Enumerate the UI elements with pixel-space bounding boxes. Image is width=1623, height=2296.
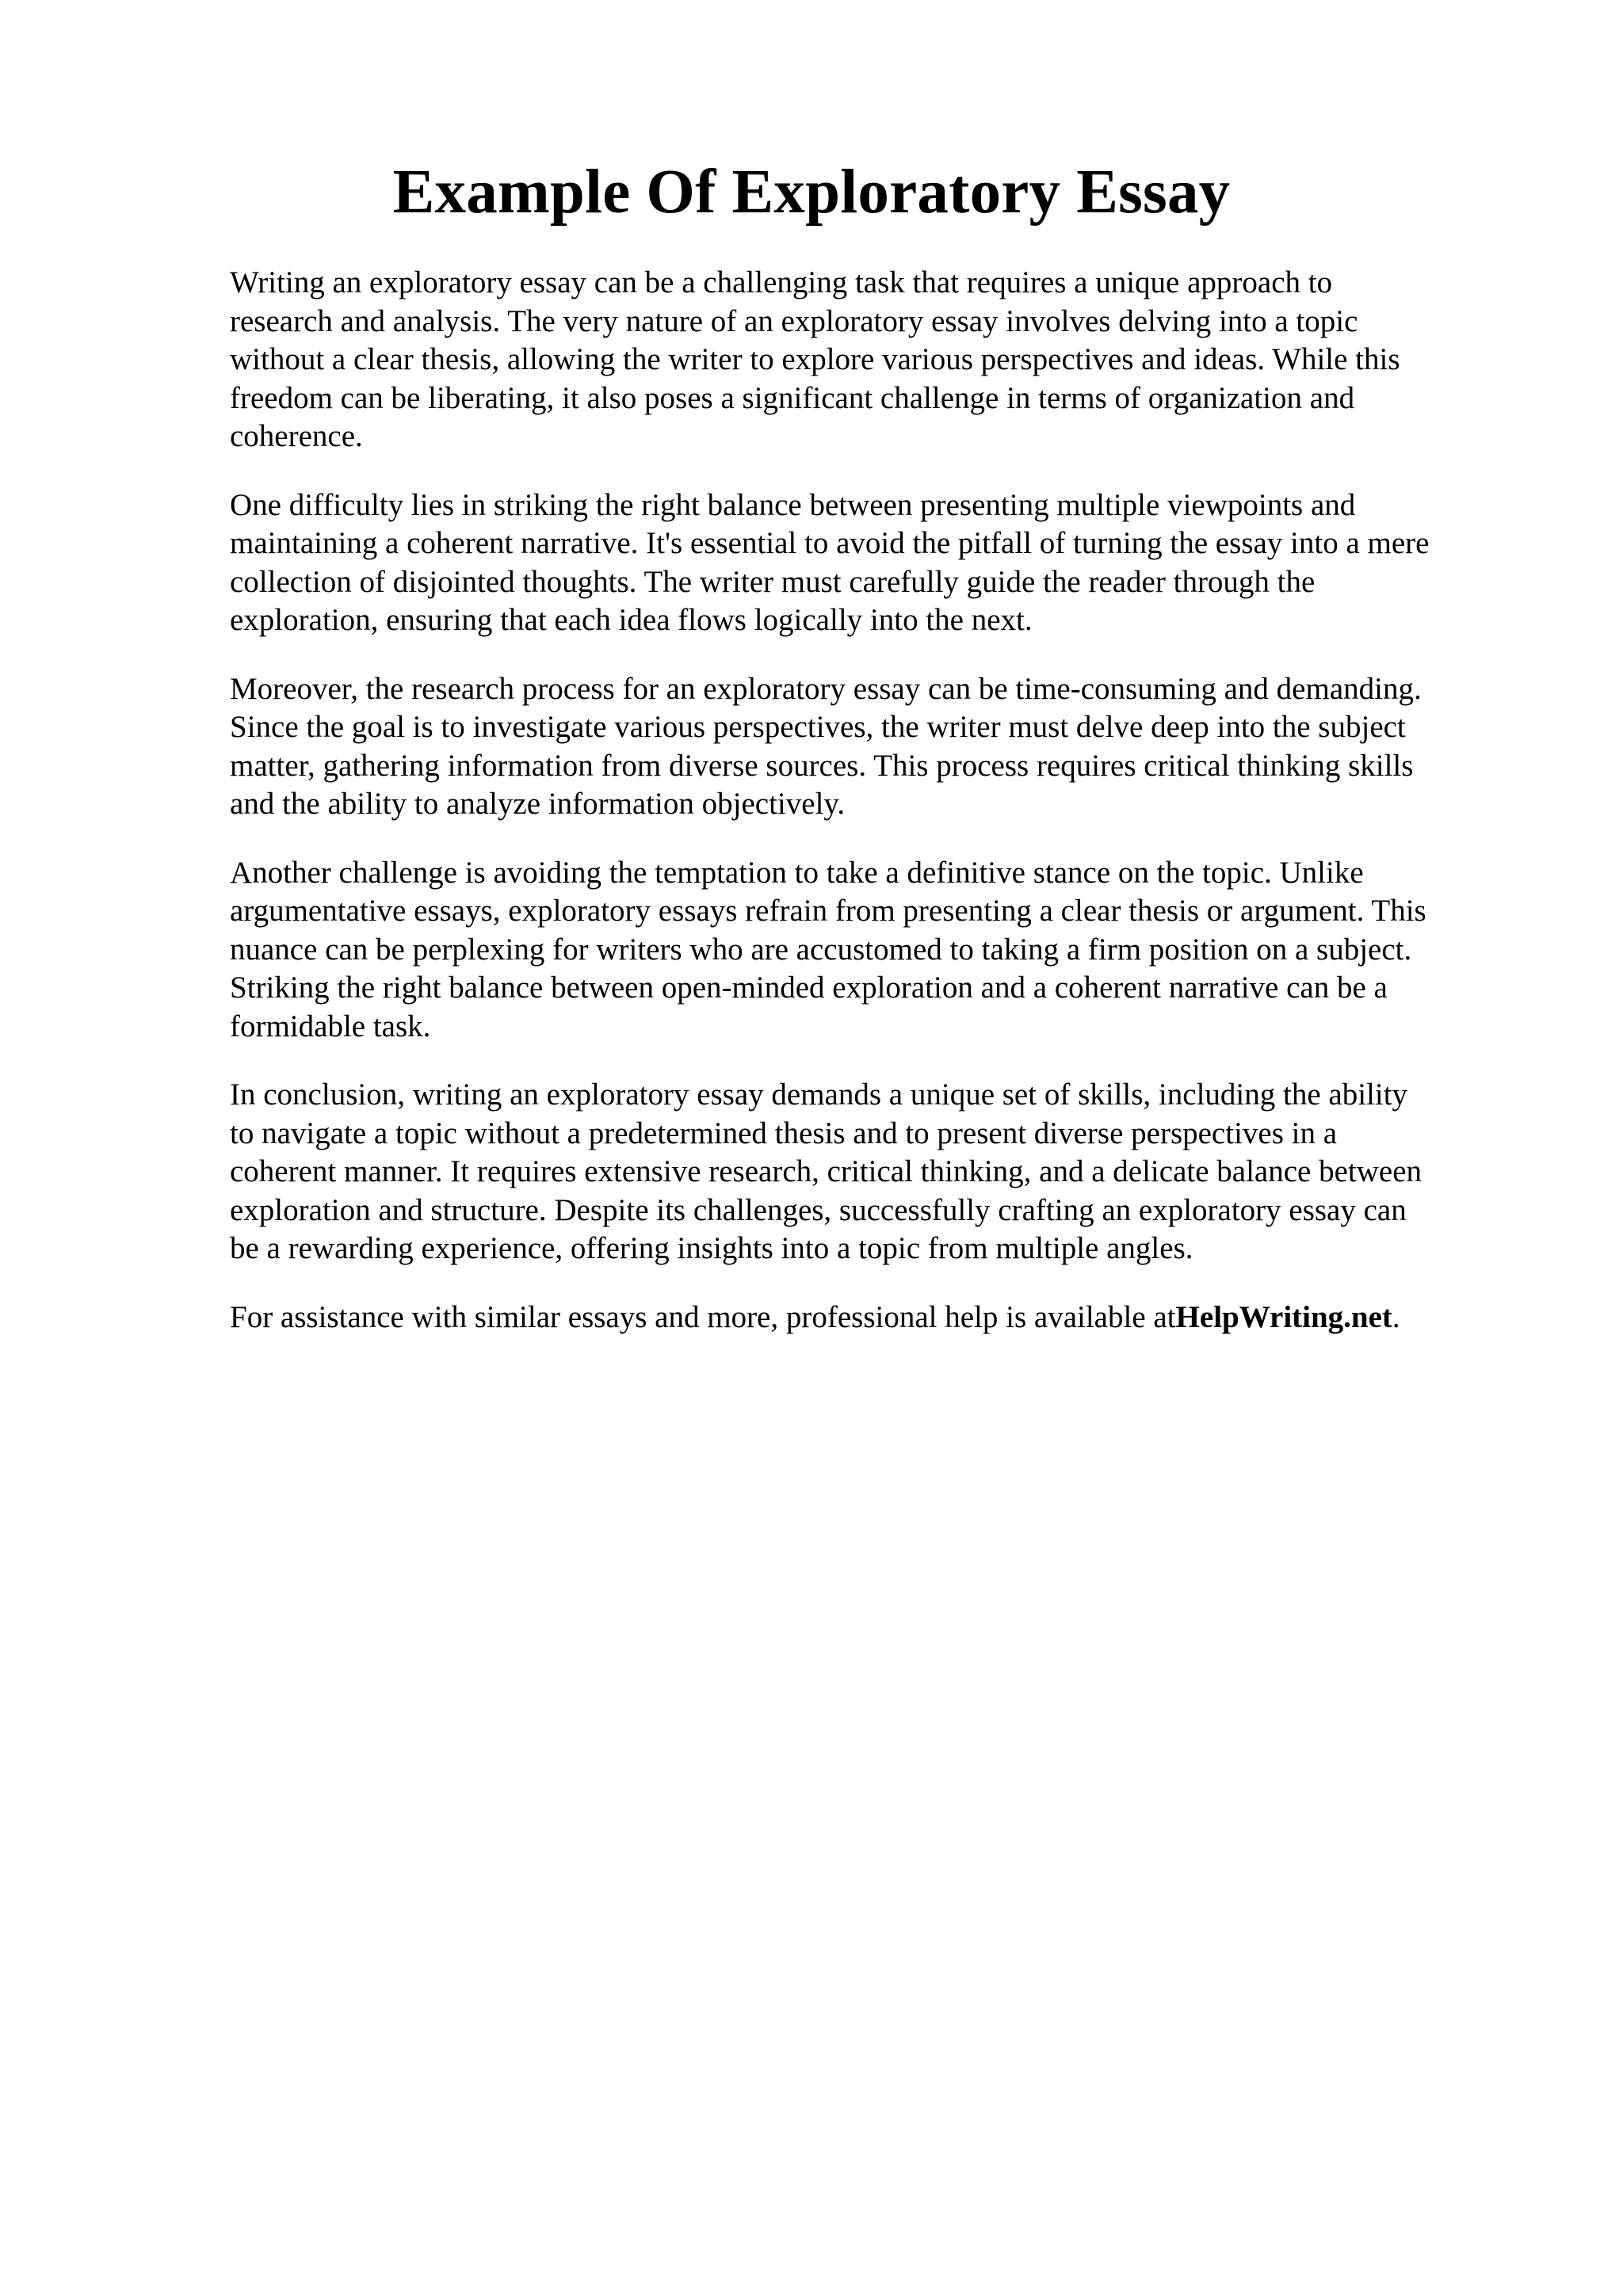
paragraph-line: maintaining a coherent narrative. It's essential to avoid the pitfall of turning the essay into a mere xyxy=(230,526,1430,560)
document-body xyxy=(230,264,1529,1367)
closing-text: For assistance with similar essays and more, professional help is available at xyxy=(230,1299,1176,1334)
paragraph-5 xyxy=(230,1076,1529,1268)
helpwriting-link[interactable]: HelpWriting.net xyxy=(1175,1299,1392,1334)
document-title: Example Of Exploratory Essay xyxy=(392,158,1231,227)
closing-paragraph xyxy=(230,1299,1529,1337)
paragraph-line: Another challenge is avoiding the temptation to take a definitive stance on the topic. Unlike xyxy=(230,855,1364,890)
paragraph-3 xyxy=(230,670,1529,824)
paragraph-line: to navigate a topic without a predetermined thesis and to present diverse perspectives in a xyxy=(230,1116,1338,1150)
paragraph-line: nuance can be perplexing for writers who are accustomed to taking a firm position on a subject. xyxy=(230,932,1412,967)
paragraph-line: coherence. xyxy=(230,419,363,453)
paragraph-line: One difficulty lies in striking the right balance between presenting multiple viewpoints and xyxy=(230,487,1356,522)
paragraph-line: Since the goal is to investigate various perspectives, the writer must delve deep into the subject xyxy=(230,710,1406,744)
paragraph-line: Moreover, the research process for an exploratory essay can be time-consuming and demanding. xyxy=(230,671,1422,706)
paragraph-line: and the ability to analyze information objectively. xyxy=(230,787,846,821)
closing-line xyxy=(230,1299,1529,1337)
paragraph-line: Striking the right balance between open-minded exploration and a coherent narrative can be a xyxy=(230,971,1388,1005)
paragraph-line: be a rewarding experience, offering insights into a topic from multiple angles. xyxy=(230,1231,1193,1265)
paragraph-line: collection of disjointed thoughts. The writer must carefully guide the reader through the xyxy=(230,564,1316,599)
paragraph-line: matter, gathering information from diverse sources. This process requires critical thinking skills xyxy=(230,748,1414,783)
paragraph-1 xyxy=(230,264,1529,456)
paragraph-line: In conclusion, writing an exploratory essay demands a unique set of skills, including the ability xyxy=(230,1077,1408,1112)
paragraph-line: Writing an exploratory essay can be a challenging task that requires a unique approach to xyxy=(230,265,1333,299)
paragraph-line: research and analysis. The very nature of an exploratory essay involves delving into a topic xyxy=(230,303,1358,338)
paragraph-line: coherent manner. It requires extensive research, critical thinking, and a delicate balance between xyxy=(230,1154,1423,1188)
paragraph-line: exploration and structure. Despite its challenges, successfully crafting an exploratory essay can xyxy=(230,1192,1407,1227)
paragraph-line: argumentative essays, exploratory essays refrain from presenting a clear thesis or argument. This xyxy=(230,894,1426,928)
paragraph-2 xyxy=(230,486,1529,640)
paragraph-line: exploration, ensuring that each idea flows logically into the next. xyxy=(230,603,1033,637)
closing-period: . xyxy=(1392,1299,1400,1334)
paragraph-line: formidable task. xyxy=(230,1009,431,1043)
paragraph-line: without a clear thesis, allowing the writer to explore various perspectives and ideas. While this xyxy=(230,342,1400,376)
paragraph-line: freedom can be liberating, it also poses a significant challenge in terms of organization and xyxy=(230,380,1355,415)
paragraph-4 xyxy=(230,854,1529,1047)
